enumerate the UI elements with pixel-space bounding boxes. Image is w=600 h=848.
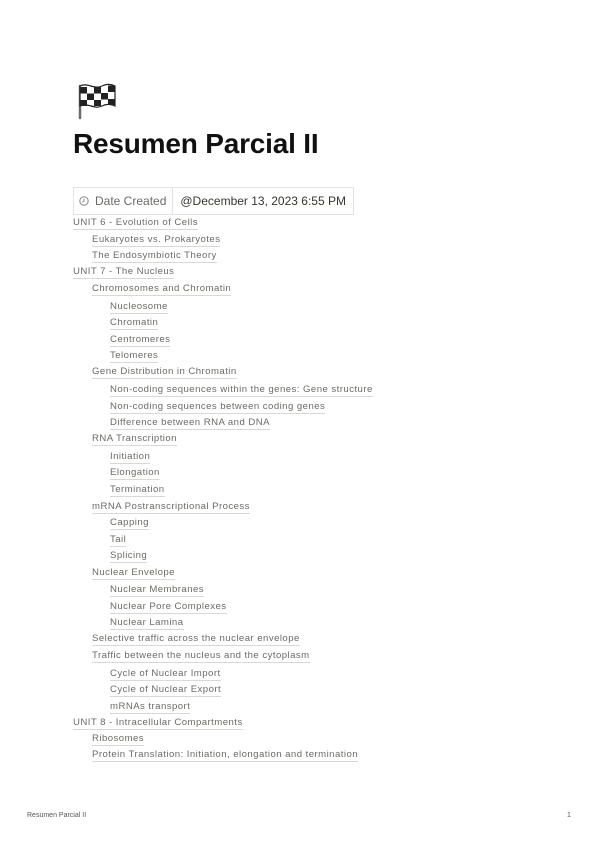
toc-link[interactable]: Splicing (110, 550, 148, 561)
toc-link[interactable]: Non-coding sequences between coding genes (110, 401, 326, 412)
property-key (74, 188, 173, 214)
toc-link[interactable]: Chromosomes and Chromatin (92, 283, 232, 294)
toc-link[interactable]: Nuclear Pore Complexes (110, 601, 227, 612)
toc-link[interactable]: Ribosomes (92, 733, 145, 744)
toc-link[interactable]: Chromatin (110, 317, 159, 328)
toc-link[interactable]: Tail (110, 534, 127, 545)
page-title: Resumen Parcial II (73, 128, 319, 159)
toc-link[interactable]: Telomeres (110, 350, 159, 361)
toc-link[interactable]: Capping (110, 517, 149, 528)
clock-icon (79, 196, 89, 206)
toc-link[interactable]: Nuclear Lamina (110, 617, 184, 628)
checkered-flag-icon (74, 78, 118, 120)
toc-link[interactable]: Non-coding sequences within the genes: Gene structure (110, 384, 373, 395)
toc-link[interactable]: Nucleosome (110, 301, 168, 312)
property-row (73, 187, 354, 215)
toc-link[interactable]: Cycle of Nuclear Import (110, 668, 221, 679)
toc-link[interactable]: Traffic between the nucleus and the cytoplasm (92, 650, 310, 661)
toc-link[interactable]: Eukaryotes vs. Prokaryotes (92, 234, 221, 245)
toc-link[interactable]: mRNA Postranscriptional Process (92, 501, 250, 512)
property-key-label: Date Created (95, 194, 167, 208)
toc-link[interactable]: Nuclear Envelope (92, 567, 175, 578)
property-value: @December 13, 2023 6:55 PM (180, 194, 346, 208)
toc-link[interactable]: Protein Translation: Initiation, elongation and termination (92, 749, 359, 760)
toc-link[interactable]: UNIT 8 - Intracellular Compartments (73, 717, 243, 728)
toc-link[interactable]: Difference between RNA and DNA (110, 417, 270, 428)
toc-link[interactable]: Termination (110, 484, 165, 495)
toc-link[interactable]: UNIT 7 - The Nucleus (73, 266, 175, 277)
page-number: 1 (567, 812, 571, 819)
toc-link[interactable]: Elongation (110, 467, 160, 478)
toc-link[interactable]: mRNAs transport (110, 701, 191, 712)
toc-link[interactable]: Selective traffic across the nuclear envelope (92, 633, 300, 644)
toc-link[interactable]: RNA Transcription (92, 433, 177, 444)
toc-link[interactable]: Initiation (110, 451, 151, 462)
toc-link[interactable]: UNIT 6 - Evolution of Cells (73, 217, 199, 228)
toc-link[interactable]: Gene Distribution in Chromatin (92, 366, 237, 377)
toc-link[interactable]: Cycle of Nuclear Export (110, 684, 222, 695)
toc-link[interactable]: Nuclear Membranes (110, 584, 205, 595)
toc-link[interactable]: Centromeres (110, 334, 171, 345)
footer-title: Resumen Parcial II (27, 812, 87, 819)
toc-link[interactable]: The Endosymbiotic Theory (92, 250, 217, 261)
